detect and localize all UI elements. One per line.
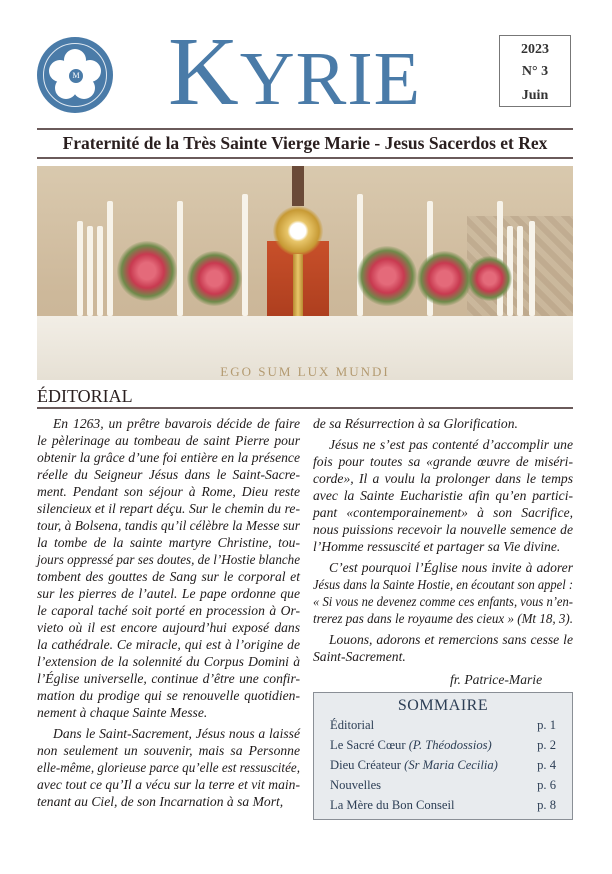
paragraph-line: nous puissions recevoir la nouvelle semence de [313, 522, 573, 537]
toc-label: Éditorial [330, 718, 375, 732]
paragraph-line: Saint-Sacrement. [313, 649, 406, 664]
paragraph-line: la tombe de la sainte martyre Christine, tou- [37, 535, 300, 550]
toc-page: p. 4 [537, 758, 556, 772]
candle-icon [97, 226, 103, 316]
paragraph-line: mation du prodige qui se renouvelle quotidien- [37, 688, 300, 703]
flower-bouquet [357, 246, 417, 306]
toc-page: p. 1 [537, 718, 556, 732]
candle-icon [77, 221, 83, 316]
editorial-right-column [313, 415, 573, 665]
paragraph-line: tenant au Ciel, de son Incarnation à sa Mort, [37, 794, 284, 809]
toc-label: Le Sacré Cœur [330, 738, 409, 752]
paragraph-line: Dans le Saint-Sacrement, Jésus nous a laissé [53, 726, 300, 741]
logo-monogram: M [68, 68, 84, 84]
candle-icon [517, 226, 523, 316]
issue-box [499, 35, 571, 107]
paragraph-line: l’Église universelle, continue d’être une confir- [37, 671, 300, 686]
toc-label: Nouvelles [330, 778, 382, 792]
divider [37, 157, 573, 159]
toc-page: p. 8 [537, 798, 556, 812]
toc-item[interactable] [330, 798, 556, 813]
toc-author: (P. Théodossios) [408, 738, 492, 752]
table-of-contents [313, 692, 573, 820]
candle-icon [87, 226, 93, 316]
paragraph-line: le caporal taché soit porté en procession à Or- [37, 603, 300, 618]
title-rest: YRIE [239, 37, 422, 121]
flower-bouquet [467, 256, 512, 301]
issue-year: 2023 [521, 42, 549, 57]
paragraph-line: avec la Sainte Eucharistie afin qu’en partici- [313, 488, 573, 503]
toc-author: (Sr Maria Cecilia) [404, 758, 498, 772]
paragraph-line: ment. Pendant son séjour à Rome, Dieu reste [37, 484, 300, 499]
paragraph-line: Jésus ne s’est pas contenté d’accomplir une [329, 437, 573, 452]
paragraph-line: tour, à Bolsena, tandis qu’il célèbre la Messe sur [37, 518, 300, 533]
paragraph-line: de sa Résurrection à sa Glorification. [313, 416, 518, 431]
masthead-title [168, 18, 440, 129]
toc-item[interactable] [330, 778, 556, 793]
paragraph-line: pant «contemporainement» à son Sacrifice, [313, 505, 573, 520]
divider [37, 128, 573, 130]
paragraph-line: la cathédrale. Ce miracle, qui est à l’origine de [37, 637, 300, 652]
paragraph-line: l’extension de la solennité du Corpus Domini à [37, 654, 300, 669]
paragraph-line: fois pour toutes sa «grande œuvre de miséri- [313, 454, 573, 469]
editorial-heading: ÉDITORIAL [37, 386, 133, 406]
paragraph-line: elle-même, glorieuse parce qu’elle est ressuscitée, [37, 760, 300, 775]
candle-icon [107, 201, 113, 316]
candle-icon [177, 201, 183, 316]
paragraph-line: En 1263, un prêtre bavarois décide de faire [53, 416, 300, 431]
paragraph-line: non seulement un souvenir, mais sa Personne [37, 743, 300, 758]
paragraph-line: trerez pas dans le royaume des cieux » (Mt 18, 3). [313, 611, 573, 626]
issue-number: N° 3 [521, 64, 549, 79]
paragraph-line: Jésus dans la Sainte Hostie, en écoutant son appel : [313, 577, 573, 592]
paragraph-line: C’est pourquoi l’Église nous invite à adorer [329, 560, 573, 575]
fraternity-logo [37, 37, 113, 113]
paragraph-line: avec tout ce qu’Il a vécu sur la terre et vit main- [37, 777, 300, 792]
divider [37, 407, 573, 409]
flower-bouquet [117, 241, 177, 301]
toc-item[interactable] [330, 718, 556, 733]
paragraph-line: « Si vous ne devenez comme ces enfants, vous n’en- [313, 594, 573, 609]
masthead-subtitle: Fraternité de la Très Sainte Vierge Marie - Jesus Sacerdos et Rex [62, 133, 548, 153]
editorial-left-column [37, 415, 300, 810]
candle-icon [529, 221, 535, 316]
toc-page: p. 6 [537, 778, 556, 792]
paragraph-line: Louons, adorons et remercions sans cesse le [329, 632, 573, 647]
photo-caption: EGO SUM LUX MUNDI [220, 364, 390, 379]
candle-icon [357, 194, 363, 316]
paragraph-line: jours oppressé par ses doutes, de l’Hostie blanche [37, 552, 300, 567]
paragraph-line: nement à chaque Sainte Messe. [37, 705, 208, 720]
toc-item[interactable] [330, 738, 556, 753]
altar-photo [37, 166, 573, 380]
paragraph-line: l’Homme ressuscité et partager sa Vie divine. [313, 539, 561, 554]
paragraph-line: vieto où il est encore aujourd’hui exposé dans [37, 620, 300, 635]
paragraph-line: sur les pierres de l’autel. Le pape ordonne que [37, 586, 300, 601]
toc-label: Dieu Créateur [330, 758, 405, 772]
issue-month: Juin [521, 88, 549, 103]
editorial-signature: fr. Patrice-Marie [450, 672, 543, 687]
paragraph-line: tombent des gouttes de Sang sur le corporal et [37, 569, 300, 584]
paragraph-line: réelle du Seigneur Jésus dans le Saint-Sacre- [37, 467, 300, 482]
monstrance-stem [293, 254, 303, 324]
flower-bouquet [417, 251, 472, 306]
paragraph-line: obtenir la grâce d’une foi entière en la présence [37, 450, 300, 465]
photo-crucifix [292, 166, 304, 206]
paragraph-line: corde», Il a voulu la prolonger dans le temps [313, 471, 573, 486]
candle-icon [242, 194, 248, 316]
toc-item[interactable] [330, 758, 556, 773]
paragraph-line: silencieux et il repart déçu. Sur le chemin du re- [37, 501, 300, 516]
toc-page: p. 2 [537, 738, 556, 752]
paragraph-line: le pèlerinage au tombeau de saint Pierre pour [37, 433, 300, 448]
toc-label: La Mère du Bon Conseil [330, 798, 455, 812]
monstrance-icon [273, 206, 323, 256]
title-initial: K [168, 18, 240, 126]
flower-bouquet [187, 251, 242, 306]
toc-title: SOMMAIRE [397, 697, 489, 714]
